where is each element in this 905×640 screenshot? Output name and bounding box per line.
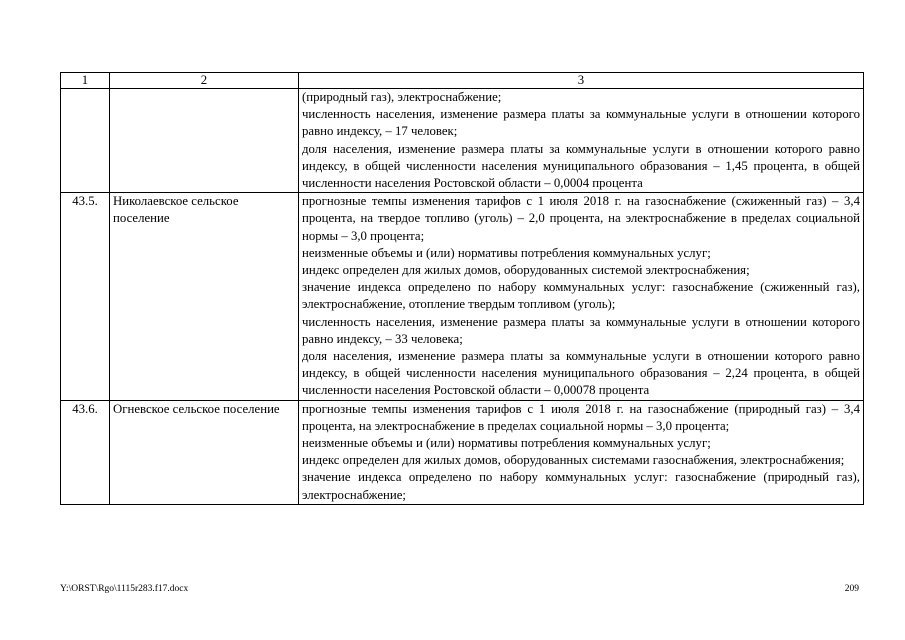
description-paragraph: численность населения, изменение размера платы за коммунальные услуги в отношении которого равно индексу, – 33 человека; — [302, 314, 860, 346]
header-cell-3: 3 — [299, 73, 864, 89]
description-paragraph: значение индекса определено по набору коммунальных услуг: газоснабжение (сжиженный газ), электроснабжение, отопление твердым топливом (уголь); — [302, 280, 860, 312]
index-description — [299, 193, 864, 400]
description-paragraph: доля населения, изменение размера платы за коммунальные услуги в отношении которого равно индексу, в общей численности населения муниципального образования – 2,24 процента, в общей численности населения Ростовской области – 0,00078 процента — [302, 349, 860, 398]
footer-file-path: Y:\ORST\Rgo\1115r283.f17.docx — [60, 584, 189, 594]
municipality-name: Огневское сельское поселение — [110, 400, 299, 504]
table-row — [61, 400, 864, 504]
table-body — [61, 73, 864, 505]
description-paragraph: численность населения, изменение размера платы за коммунальные услуги в отношении которого равно индексу, – 17 человек; — [302, 107, 860, 139]
description-paragraph: индекс определен для жилых домов, оборудованных системами газоснабжения, электроснабжения; — [302, 453, 845, 468]
description-paragraph: значение индекса определено по набору коммунальных услуг: газоснабжение (природный газ), электроснабжение; — [302, 470, 860, 502]
header-cell-1: 1 — [61, 73, 110, 89]
description-paragraph: прогнозные темпы изменения тарифов с 1 июля 2018 г. на газоснабжение (сжиженный газ) – 3,4 процента, на твердое топливо (уголь) – 2,0 процента, на электроснабжение в пределах социальной нормы – 3,0 процента; — [302, 194, 860, 243]
description-paragraph: неизменные объемы и (или) нормативы потребления коммунальных услуг; — [302, 245, 711, 260]
municipality-name — [110, 89, 299, 193]
table-row — [61, 89, 864, 193]
description-paragraph: индекс определен для жилых домов, оборудованных системой электроснабжения; — [302, 263, 750, 278]
row-number — [61, 89, 110, 193]
description-paragraph: неизменные объемы и (или) нормативы потребления коммунальных услуг; — [302, 436, 711, 451]
footer-page-number: 209 — [844, 584, 859, 594]
municipality-name: Николаевское сельское поселение — [110, 193, 299, 400]
description-paragraph: доля населения, изменение размера платы за коммунальные услуги в отношении которого равно индексу, в общей численности населения муниципального образования – 1,45 процента, в общей численности населения Ростовской области – 0,0004 процента — [302, 141, 860, 191]
table-row — [61, 193, 864, 400]
row-number: 43.6. — [61, 400, 110, 504]
header-cell-2: 2 — [110, 73, 299, 89]
index-description — [299, 400, 864, 504]
table-header-row — [61, 73, 864, 89]
index-description — [299, 89, 864, 193]
description-paragraph: прогнозные темпы изменения тарифов с 1 июля 2018 г. на газоснабжение (природный газ) – 3,4 процента, на электроснабжение в пределах социальной нормы – 3,0 процента; — [302, 401, 860, 433]
description-paragraph: (природный газ), электроснабжение; — [302, 90, 502, 104]
row-number: 43.5. — [61, 193, 110, 400]
tariff-index-table — [60, 72, 864, 505]
